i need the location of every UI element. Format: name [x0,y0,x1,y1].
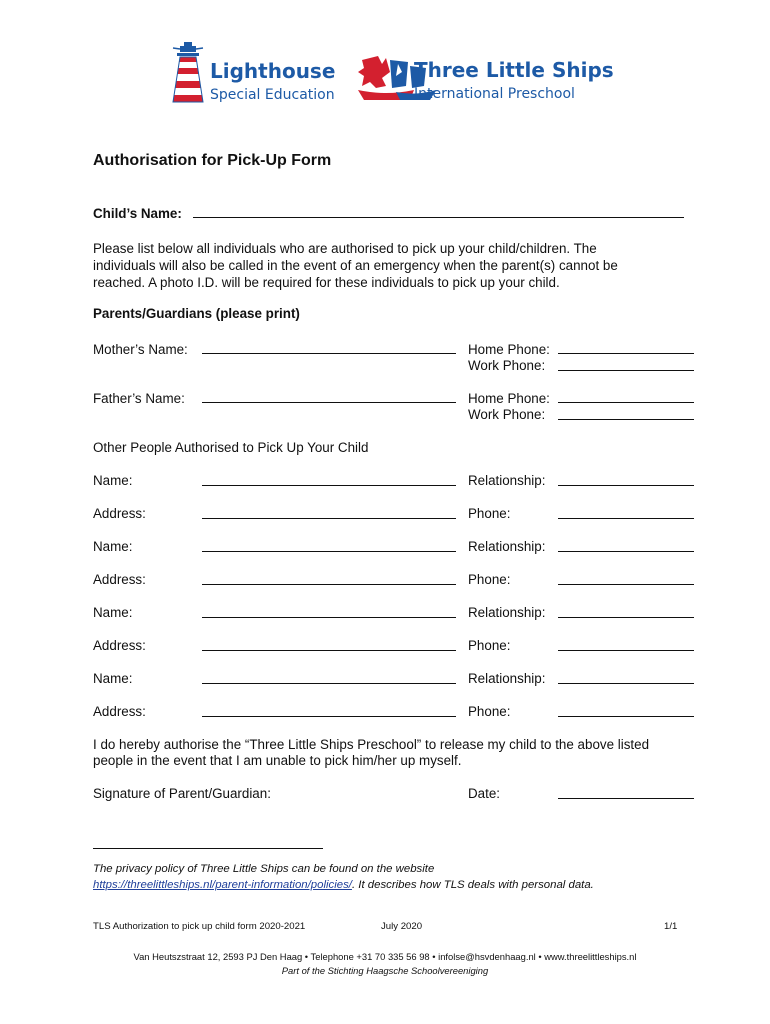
father-name-field[interactable] [202,402,456,403]
father-work-phone-field[interactable] [558,419,694,420]
father-name-label: Father’s Name: [93,391,185,406]
intro-line-2: individuals will also be called in the event of an emergency when the parent(s) cannot be [93,258,618,273]
lighthouse-logo-title: Lighthouse [210,59,336,83]
three-little-ships-logo [356,52,626,108]
person-4-address-field[interactable] [202,716,456,717]
person-4-relationship-label: Relationship: [468,671,546,686]
person-3-relationship-field[interactable] [558,617,694,618]
person-1-name-label: Name: [93,473,133,488]
mother-work-phone-field[interactable] [558,370,694,371]
father-home-phone-field[interactable] [558,402,694,403]
person-2-address-field[interactable] [202,584,456,585]
person-3-phone-label: Phone: [468,638,511,653]
date-label: Date: [468,786,501,801]
declaration-line-1: I do hereby authorise the “Three Little Ships Preschool” to release my child to the above listed [93,737,650,752]
person-3-name-field[interactable] [202,617,456,618]
privacy-policy-link[interactable]: https://threelittleships.nl/parent-information/policies/ [93,879,352,891]
person-2-phone-field[interactable] [558,584,694,585]
person-1-address-label: Address: [93,506,146,521]
person-3-phone-field[interactable] [558,650,694,651]
form-title: Authorisation for Pick-Up Form [93,152,332,169]
signature-label: Signature of Parent/Guardian: [93,786,271,801]
person-4-phone-field[interactable] [558,716,694,717]
mother-work-phone-label: Work Phone: [468,358,546,373]
footer-address: Van Heutszstraat 12, 2593 PJ Den Haag • Telephone +31 70 335 56 98 • infolse@hsvdenhaag.nl • www.threelittleships.nl [133,951,637,962]
person-4-address-label: Address: [93,704,146,719]
person-4-phone-label: Phone: [468,704,511,719]
lighthouse-logo [168,40,338,106]
tls-logo-subtitle: International Preschool [414,86,575,102]
others-heading: Other People Authorised to Pick Up Your Child [93,440,369,455]
person-1-name-field[interactable] [202,485,456,486]
intro-line-3: reached. A photo I.D. will be required for these individuals to pick up your child. [93,275,560,290]
footer-organisation: Part of the Stichting Haagsche Schoolvereeniging [281,965,489,976]
person-3-name-label: Name: [93,605,133,620]
intro-line-1: Please list below all individuals who are authorised to pick up your child/children. The [93,241,597,256]
father-work-phone-label: Work Phone: [468,407,546,422]
privacy-line-1: The privacy policy of Three Little Ships can be found on the website [93,863,435,875]
child-name-label: Child’s Name: [93,206,182,221]
parents-heading: Parents/Guardians (please print) [93,306,300,321]
mother-home-phone-label: Home Phone: [468,342,550,357]
person-2-relationship-field[interactable] [558,551,694,552]
person-2-relationship-label: Relationship: [468,539,546,554]
child-name-field[interactable] [193,217,684,218]
person-1-address-field[interactable] [202,518,456,519]
person-4-name-label: Name: [93,671,133,686]
lighthouse-logo-subtitle: Special Education [210,87,335,103]
declaration-line-2: people in the event that I am unable to pick him/her up myself. [93,753,462,768]
footnote-separator [93,848,323,849]
person-2-address-label: Address: [93,572,146,587]
mother-name-field[interactable] [202,353,456,354]
footer-date: July 2020 [381,921,423,932]
footer-page-number: 1/1 [664,921,678,932]
person-3-address-label: Address: [93,638,146,653]
footer-document-name: TLS Authorization to pick up child form 2020-2021 [93,921,306,932]
person-4-relationship-field[interactable] [558,683,694,684]
person-4-name-field[interactable] [202,683,456,684]
person-2-phone-label: Phone: [468,572,511,587]
tls-logo-title: Three Little Ships [414,58,614,82]
person-3-address-field[interactable] [202,650,456,651]
person-1-relationship-label: Relationship: [468,473,546,488]
date-field[interactable] [558,798,694,799]
person-2-name-label: Name: [93,539,133,554]
person-3-relationship-label: Relationship: [468,605,546,620]
person-1-phone-label: Phone: [468,506,511,521]
person-1-phone-field[interactable] [558,518,694,519]
mother-home-phone-field[interactable] [558,353,694,354]
lighthouse-icon [168,40,208,106]
person-2-name-field[interactable] [202,551,456,552]
father-home-phone-label: Home Phone: [468,391,550,406]
privacy-line-2 [93,877,594,893]
privacy-after-link: . It describes how TLS deals with personal data. [351,879,594,891]
mother-name-label: Mother’s Name: [93,342,188,357]
person-1-relationship-field[interactable] [558,485,694,486]
